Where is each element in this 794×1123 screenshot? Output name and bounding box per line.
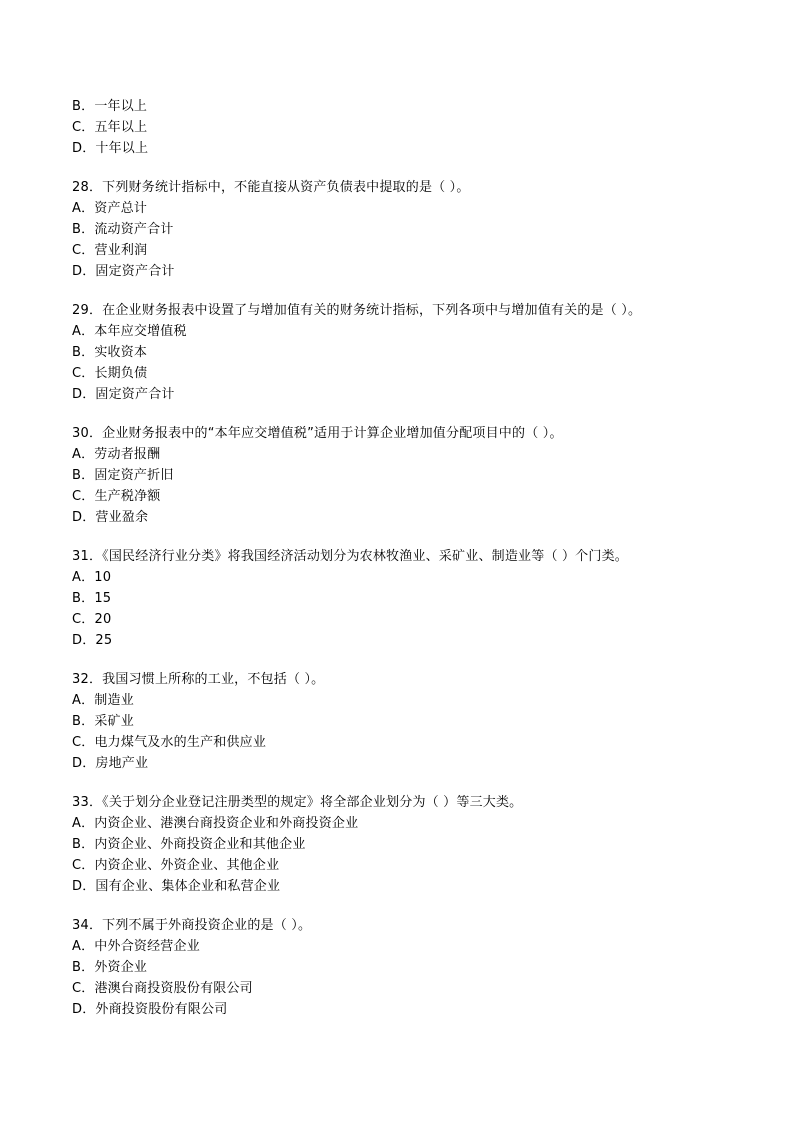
option-line: B．实收资本 xyxy=(72,345,148,360)
spacer xyxy=(72,405,722,423)
option-line: C．营业利润 xyxy=(72,243,148,258)
option-line: B．一年以上 xyxy=(72,99,148,114)
option-line: D．外商投资股份有限公司 xyxy=(72,1002,228,1017)
option-line: D．房地产业 xyxy=(72,756,149,771)
question-stem: 33．《关于划分企业登记注册类型的规定》将全部企业划分为（ ）等三大类。 xyxy=(72,795,523,810)
question-30 xyxy=(72,423,722,528)
question-32 xyxy=(72,669,722,774)
option-line: A．本年应交增值税 xyxy=(72,324,187,339)
spacer xyxy=(72,159,722,177)
question-28 xyxy=(72,177,722,282)
option-line: D．国有企业、集体企业和私营企业 xyxy=(72,879,281,894)
option-line: D．固定资产合计 xyxy=(72,387,175,402)
option-line: A．劳动者报酬 xyxy=(72,447,161,462)
option-line: C．电力煤气及水的生产和供应业 xyxy=(72,735,267,750)
spacer xyxy=(72,282,722,300)
option-line: A．资产总计 xyxy=(72,201,148,216)
option-line: A．内资企业、港澳台商投资企业和外商投资企业 xyxy=(72,816,359,831)
question-stem: 30．企业财务报表中的“本年应交增值税”适用于计算企业增加值分配项目中的（ ）。 xyxy=(72,426,563,441)
option-line: D．25 xyxy=(72,633,113,648)
option-line: B．采矿业 xyxy=(72,714,134,729)
question-stem: 34．下列不属于外商投资企业的是（ ）。 xyxy=(72,918,312,933)
question-34 xyxy=(72,915,722,1020)
document-page xyxy=(72,96,722,1020)
option-line: D．营业盈余 xyxy=(72,510,149,525)
option-line: D．十年以上 xyxy=(72,141,149,156)
question-stem: 28．下列财务统计指标中，不能直接从资产负债表中提取的是（ ）。 xyxy=(72,180,470,195)
option-line: B．内资企业、外商投资企业和其他企业 xyxy=(72,837,306,852)
question-stem: 31．《国民经济行业分类》将我国经济活动划分为农林牧渔业、采矿业、制造业等（ ）个门类。 xyxy=(72,549,628,564)
question-29 xyxy=(72,300,722,405)
spacer xyxy=(72,774,722,792)
option-line: C．20 xyxy=(72,612,112,627)
spacer xyxy=(72,897,722,915)
option-line: D．固定资产合计 xyxy=(72,264,175,279)
question-31 xyxy=(72,546,722,651)
option-line: C．港澳台商投资股份有限公司 xyxy=(72,981,253,996)
option-line: B．15 xyxy=(72,591,112,606)
option-line: A．制造业 xyxy=(72,693,134,708)
option-line: B．外资企业 xyxy=(72,960,148,975)
option-line: C．长期负债 xyxy=(72,366,148,381)
option-line: B．流动资产合计 xyxy=(72,222,174,237)
option-line: A．中外合资经营企业 xyxy=(72,939,200,954)
option-line: C．内资企业、外资企业、其他企业 xyxy=(72,858,280,873)
question-33 xyxy=(72,792,722,897)
option-line: C．五年以上 xyxy=(72,120,148,135)
option-line: A．10 xyxy=(72,570,112,585)
spacer xyxy=(72,651,722,669)
question-stem: 32．我国习惯上所称的工业，不包括（ ）。 xyxy=(72,672,325,687)
option-line: B．固定资产折旧 xyxy=(72,468,174,483)
spacer xyxy=(72,528,722,546)
option-line: C．生产税净额 xyxy=(72,489,161,504)
question-stem: 29．在企业财务报表中设置了与增加值有关的财务统计指标，下列各项中与增加值有关的是（ ）。 xyxy=(72,303,642,318)
leading-options xyxy=(72,96,722,159)
